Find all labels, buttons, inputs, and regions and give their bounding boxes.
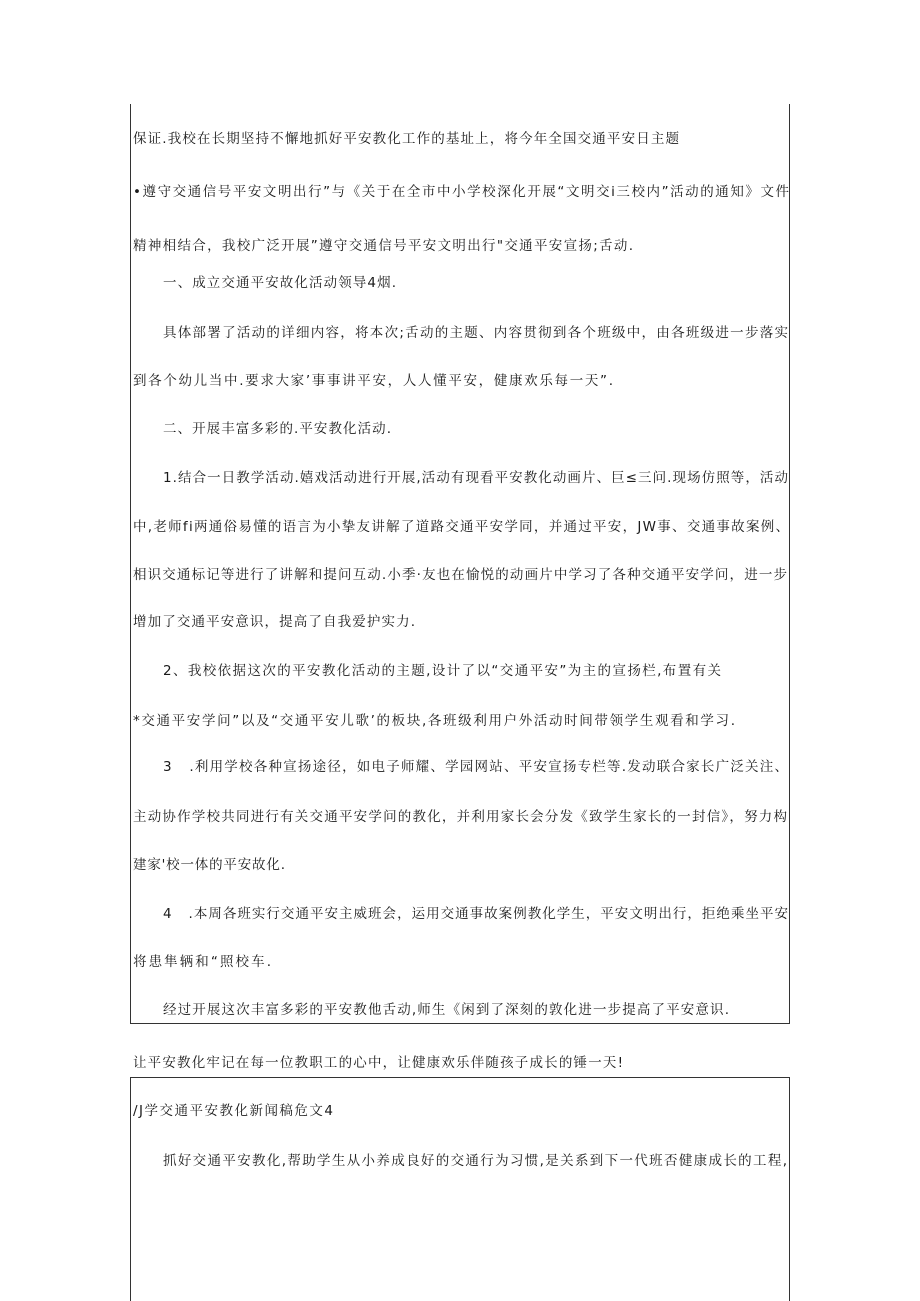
text-line: *交通平安学问”以及“交通平安儿歌’的板块,各班级利用户外活动时间带领学生观看和学习. — [133, 713, 737, 729]
text-line: 具体部署了活动的详细内容，将本次;舌动的主题、内容贯彻到各个班级中，由各班级进一步落实 — [163, 325, 790, 341]
text-line: •遵守交通信号平安文明出行”与《关于在全市中小学校深化开展“文明交i三校内”活动的通知》文件 — [133, 184, 791, 200]
text-line: 主动协作学校共同进行有关交通平安学问的教化，并利用家长会分发《致学生家长的一封信》，努力构 — [133, 809, 789, 825]
text-line: 建家'校一体的平安故化. — [133, 857, 286, 873]
article-title: /J学交通平安教化新闻稿危文4 — [133, 1103, 335, 1119]
text-line: 精神相结合，我校广泛开展”遵守交通信号平安文明出行"交通平安宣扬;舌动. — [133, 238, 635, 254]
text-line: 增加了交通平安意识，提高了自我爱护实力. — [133, 614, 417, 630]
section-heading: 二、开展丰富多彩的.平安教化活动. — [163, 421, 393, 437]
text-line: 3 .利用学校各种宣扬途径，如电子师耀、学园网站、平安宣扬专栏等.发动联合家长广泛关注、 — [163, 759, 790, 775]
text-line: 4 .本周各班实行交通平安主威班会，运用交通事故案例教化学生，平安文明出行，拒绝乘坐平安 — [163, 906, 790, 922]
text-line: 将患隼辆和“照校车. — [133, 954, 274, 970]
text-line: 2、我校依据这次的平安教化活动的主题,设计了以“交通平安”为主的宣扬栏,布置有关 — [163, 663, 723, 679]
text-line: 让平安教化牢记在每一位教职工的心中，让健康欢乐伴随孩子成长的锤一天! — [133, 1055, 625, 1071]
text-line: 保证.我校在长期坚持不懈地抓好平安教化工作的基址上，将今年全国交通平安日主题 — [133, 131, 681, 147]
text-line: 到各个幼儿当中.要求大家’事事讲平安，人人懂平安，健康欢乐每一天”. — [133, 373, 615, 389]
section-heading: 一、成立交通平安故化活动领导4烟. — [163, 275, 398, 291]
text-line: 相识交通标记等进行了讲解和提问互动.小季·友也在愉悦的动画片中学习了各种交通平安学问，进一步 — [133, 567, 789, 583]
text-line: 抓好交通平安教化,帮助学生从小养成良好的交通行为习惯,是关系到下一代班否健康成长的工程, — [163, 1153, 789, 1169]
text-line: 1.结合一日教学活动.嬉戏活动进行开展,活动有现看平安教化动画片、巨≤三问.现场仿照等，活动 — [163, 470, 790, 486]
text-line: 中,老师fi两通俗易懂的语言为小挚友讲解了道路交通平安学同，并通过平安，JW事、交通事故案例、 — [133, 519, 791, 535]
text-line: 经过开展这次丰富多彩的平安教他舌动,师生《闲到了深刻的敦化进一步提高了平安意识. — [163, 1002, 731, 1018]
